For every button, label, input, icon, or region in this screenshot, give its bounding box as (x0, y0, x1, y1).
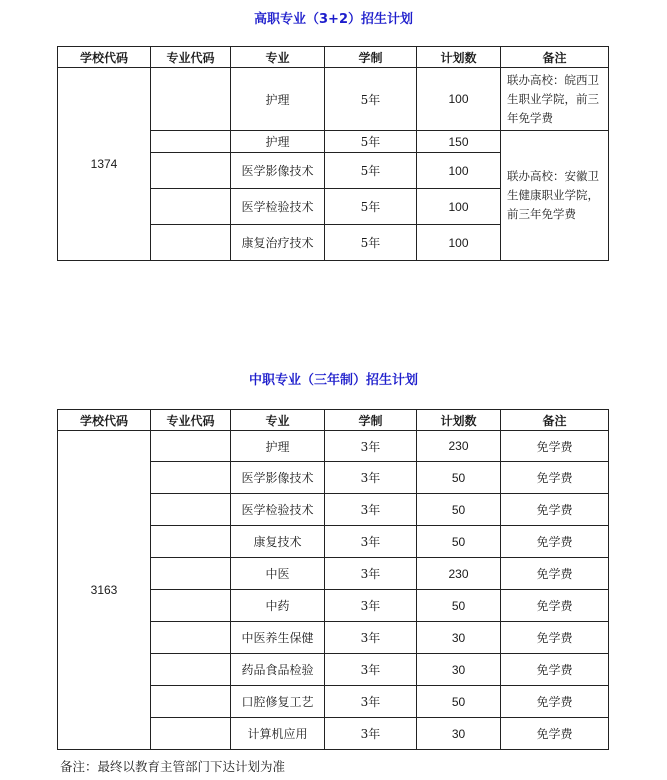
major-code-cell (151, 526, 231, 558)
header-note: 备注 (501, 47, 609, 68)
count-cell: 30 (417, 654, 501, 686)
header-count: 计划数 (417, 410, 501, 431)
duration-cell: 3年 (325, 462, 417, 494)
table-row (58, 431, 609, 462)
count-cell: 30 (417, 622, 501, 654)
major-cell: 口腔修复工艺 (231, 686, 325, 718)
note-cell: 免学费 (501, 494, 609, 526)
duration-cell: 5年 (325, 189, 417, 225)
duration-cell: 3年 (325, 686, 417, 718)
school-code-cell: 1374 (58, 68, 151, 261)
header-major-code: 专业代码 (151, 410, 231, 431)
duration-cell: 5年 (325, 225, 417, 261)
header-major: 专业 (231, 410, 325, 431)
major-code-cell (151, 558, 231, 590)
header-duration: 学制 (325, 410, 417, 431)
major-cell: 中医 (231, 558, 325, 590)
vocational-college-table (57, 46, 609, 261)
note-cell: 免学费 (501, 686, 609, 718)
major-code-cell (151, 225, 231, 261)
count-cell: 30 (417, 718, 501, 750)
major-code-cell (151, 718, 231, 750)
secondary-vocational-table (57, 409, 609, 750)
major-cell: 医学检验技术 (231, 494, 325, 526)
duration-cell: 3年 (325, 718, 417, 750)
duration-cell: 5年 (325, 131, 417, 153)
note-cell: 免学费 (501, 654, 609, 686)
major-code-cell (151, 622, 231, 654)
note-cell: 免学费 (501, 558, 609, 590)
count-cell: 100 (417, 225, 501, 261)
note-cell: 免学费 (501, 718, 609, 750)
table-header-row (58, 47, 609, 68)
count-cell: 150 (417, 131, 501, 153)
count-cell: 50 (417, 590, 501, 622)
major-cell: 药品食品检验 (231, 654, 325, 686)
table-row (58, 68, 609, 131)
duration-cell: 3年 (325, 526, 417, 558)
header-note: 备注 (501, 410, 609, 431)
section1-title: 高职专业（3+2）招生计划 (254, 12, 413, 27)
count-cell: 230 (417, 558, 501, 590)
major-cell: 计算机应用 (231, 718, 325, 750)
note-cell: 免学费 (501, 462, 609, 494)
count-cell: 100 (417, 153, 501, 189)
major-code-cell (151, 431, 231, 462)
note-cell: 免学费 (501, 622, 609, 654)
major-cell: 护理 (231, 131, 325, 153)
note-cell: 免学费 (501, 431, 609, 462)
count-cell: 100 (417, 68, 501, 131)
header-count: 计划数 (417, 47, 501, 68)
major-cell: 医学影像技术 (231, 153, 325, 189)
major-code-cell (151, 686, 231, 718)
major-code-cell (151, 654, 231, 686)
header-major: 专业 (231, 47, 325, 68)
count-cell: 50 (417, 462, 501, 494)
count-cell: 50 (417, 686, 501, 718)
major-code-cell (151, 131, 231, 153)
major-code-cell (151, 153, 231, 189)
major-code-cell (151, 68, 231, 131)
count-cell: 50 (417, 526, 501, 558)
count-cell: 230 (417, 431, 501, 462)
major-cell: 中药 (231, 590, 325, 622)
major-cell: 护理 (231, 431, 325, 462)
header-major-code: 专业代码 (151, 47, 231, 68)
major-code-cell (151, 590, 231, 622)
major-code-cell (151, 189, 231, 225)
major-cell: 医学检验技术 (231, 189, 325, 225)
school-code-cell: 3163 (58, 431, 151, 750)
count-cell: 50 (417, 494, 501, 526)
duration-cell: 3年 (325, 622, 417, 654)
major-cell: 康复技术 (231, 526, 325, 558)
header-school-code: 学校代码 (58, 410, 151, 431)
table-header-row (58, 410, 609, 431)
count-cell: 100 (417, 189, 501, 225)
duration-cell: 3年 (325, 654, 417, 686)
major-cell: 康复治疗技术 (231, 225, 325, 261)
major-cell: 中医养生保健 (231, 622, 325, 654)
major-cell: 护理 (231, 68, 325, 131)
duration-cell: 3年 (325, 494, 417, 526)
duration-cell: 3年 (325, 431, 417, 462)
section2-title: 中职专业（三年制）招生计划 (248, 373, 418, 388)
major-code-cell (151, 462, 231, 494)
note-cell: 联办高校：安徽卫生健康职业学院，前三年免学费 (501, 131, 609, 261)
major-cell: 医学影像技术 (231, 462, 325, 494)
note-cell: 联办高校：皖西卫生职业学院，前三年免学费 (501, 68, 609, 131)
duration-cell: 5年 (325, 68, 417, 131)
footnote: 备注：最终以教育主管部门下达计划为准 (60, 759, 286, 774)
note-cell: 免学费 (501, 590, 609, 622)
header-duration: 学制 (325, 47, 417, 68)
major-code-cell (151, 494, 231, 526)
duration-cell: 3年 (325, 558, 417, 590)
duration-cell: 3年 (325, 590, 417, 622)
note-cell: 免学费 (501, 526, 609, 558)
header-school-code: 学校代码 (58, 47, 151, 68)
duration-cell: 5年 (325, 153, 417, 189)
